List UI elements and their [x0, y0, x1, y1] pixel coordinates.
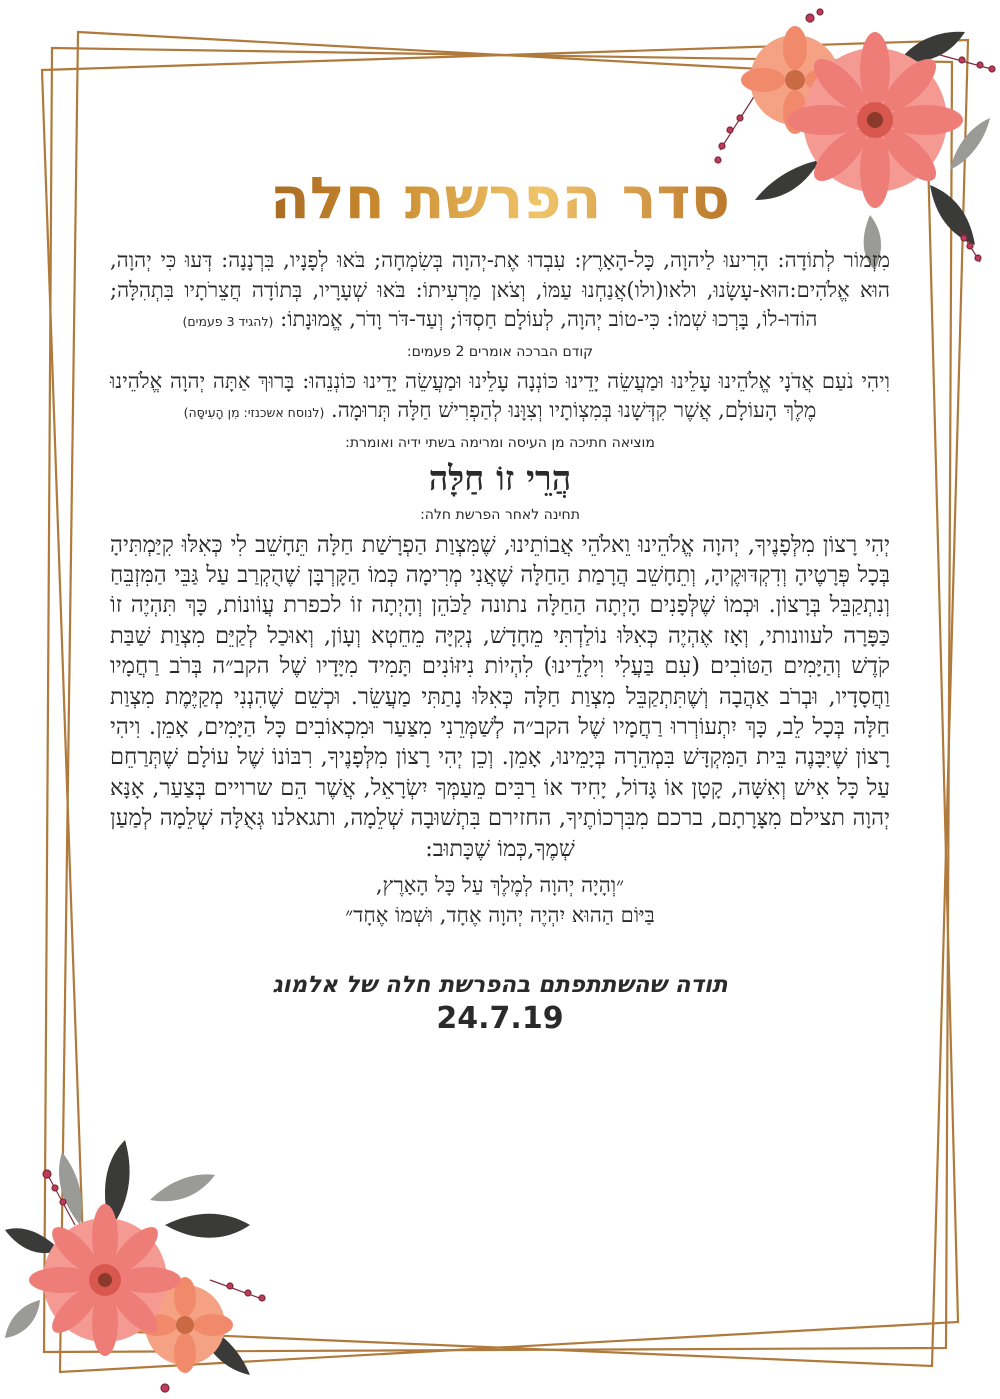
blessing-text: וִיהִי נֹעַם אֲדֹנָי אֱלֹהֵינוּ עָלֵינוּ וּמַעֲשֵׂה יָדֵינוּ כּוֹנְנָה עָלֵינוּ וּמַעֲשֵׂה יָדֵינוּ כּוֹנְנֵהוּ: בָּרוּךְ אַתָּה יְהוָה אֱלֹהֵינוּ מֶלֶךְ הָעוֹלָם, אֲשֶׁר קִדְּשָׁנוּ בְּמִצְוֹתָיו וְצִוָּנוּ לְהַפְרִישׁ חַלָּה תְּרוּמָה.: [110, 368, 890, 422]
event-date: 24.7.19: [436, 1000, 564, 1036]
psalm-repeat-note: (להגיד 3 פעמים): [182, 314, 274, 329]
before-blessing-instruction: קודם הברכה אומרים 2 פעמים:: [406, 343, 594, 360]
psalm-text: מִזְמוֹר לְתוֹדָה: הָרִיעוּ לַיהוָה, כָּל-הָאָרֶץ: עִבְדוּ אֶת-יְהוָה בְּשִׂמְחָה; בֹּאוּ לְפָנָיו, בִּרְנָנָה: דְּעוּ כִּי יְהוָה, הוּא אֱלֹהִים:הוּא-עָשָׂנוּ, ולאו(ולו)אֲנַחְנוּ עַמּוֹ, וְצֹאן מַרְעִיתוֹ: בֹּאוּ שְׁעָרָיו, בְּתוֹדָה חֲצֵרֹתָיו בִּתְהִלָּה; הוֹדוּ-לוֹ, בָּרְכוּ שְׁמוֹ: כִּי-טוֹב יְהוָה, לְעוֹלָם חַסְדּוֹ; וְעַד-דֹּר וָדֹר, אֱמוּנָתוֹ:: [110, 248, 890, 331]
separation-instruction: מוציאה חתיכה מן העיסה ומרימה בשתי ידיה ואומרת:: [345, 434, 655, 451]
harei-zo-challah-heading: הֲרֵי זוֹ חַלָּה: [428, 458, 572, 499]
page-title: סדר הפרשת חלה: [110, 160, 890, 236]
prayer-label: תחינה לאחר הפרשת חלה:: [420, 506, 580, 523]
floral-decoration-bottom-left: [0, 1130, 300, 1399]
thank-you-line: תודה שהשתתפתם בהפרשת חלה של אלמוג: [272, 971, 728, 998]
verse-line-2: בַּיּוֹם הַהוּא יִהְיֶה יְהוָה אֶחָד, וּשְׁמוֹ אֶחָד״: [345, 902, 655, 927]
psalm-paragraph: [110, 246, 890, 337]
document-body: [110, 160, 890, 1036]
blessing-paragraph: [110, 367, 890, 428]
verse-line-1: ״וְהָיָה יְהוָה לְמֶלֶךְ עַל כָּל הָאָרֶץ,: [375, 872, 625, 897]
blessing-ashkenazi-note: (לנוסח אשכנזי: מִן הָעִיסָּה): [183, 405, 325, 420]
prayer-paragraph: יְהִי רָצוֹן מִלְּפָנֶיךָ, יְהוָה אֱלֹהֵינוּ וֵאלֹהֵי אֲבוֹתֵינוּ, שֶׁמִּצְוַת הַפְרָשַׁת חַלָּה תֵּחָשֵׁב לִי כְּאִלּוּ קִיַּמְתִּיהָ בְּכָל פְּרָטֶיהָ וְדִקְדּוּקֶיהָ, וְתֵחָשֵׁב הֲרָמַת הַחַלָּה שֶׁאֲנִי מְרִימָה כְּמוֹ הַקָּרְבָּן שֶׁהֻקְרַב עַל גַּבֵּי הַמִּזְבֵּחַ וְנִתְקַבֵּל בְּרָצוֹן. וּכְמוֹ שֶׁלְּפָנִים הָיְתָה הַחַלָּה נתונה לַכֹּהֵן וְהָיְתָה זוֹ לכפרת עֲוֹונוֹת, כָּךְ תִּהְיֶה זוֹ כַּפָּרָה לעוונותי, וְאָז אֶהְיֶה כְּאִלּוּ נוֹלַדְתִּי מֵחָדָשׁ, נְקִיָּה מֵחֵטְא וְעָוֹן, וְאוּכַל לְקַיֵּם מִצְוַת שַׁבַּת קֹדֶשׁ וְהַיָּמִים הַטּוֹבִים (עִם בַּעֲלִי וִילָדֵינוּ) לִהְיוֹת נִיזּוֹנִים תָּמִיד מִיָּדָיו שֶׁל הקב״ה בְּרֹב רַחֲמָיו וַחֲסָדָיו, וּבְרֹב אַהֲבָה וְשֶׁתִּתְקַבֵּל מִצְוַת חַלָּה כְּאִלּוּ נָתַתִּי מַעֲשֵׂר. וּכְשֵׁם שֶׁהִנְנִי מְקַיֶּמֶת מִצְוַת חַלָּה בְּכָל לֵב, כָּךְ יִתְעוֹרְרוּ רַחֲמָיו שֶׁל הקב״ה לְשַׁמְּרֵנִי מִצַּעַר וּמִכְאוֹבִים כָּל הַיָּמִים, אָמֵן. וִיהִי רָצוֹן שֶׁיִּבָּנֶה בֵּית הַמִּקְדָּשׁ בִּמְהֵרָה בְּיָמֵינוּ, אָמֵן. וְכֵן יְהִי רָצוֹן מִלְּפָנֶיךָ, רִבּוֹנוֹ שֶׁל עוֹלָם שֶׁתְּרַחֵם עַל כָּל אִישׁ וְאִשָּׁה, קָטָן אוֹ גָּדוֹל, יָחִיד אוֹ רַבִּים מֵעַמְּךָ יִשְׂרָאֵל, אֲשֶׁר הֵם שרויים בְּצַעַר, אָנָּא יְהוָה תצילם מִצָּרָתָם, ברכם מִבִּרְכוֹתֶיךָ, החזירם בִּתְשׁוּבָה שְׁלֵמָה, ותגאלנו גְּאֻלָּה שְׁלֵמָה לְמַעַן שְׁמֶךָ,כְּמוֹ שֶׁכָּתוּב:: [110, 531, 890, 862]
